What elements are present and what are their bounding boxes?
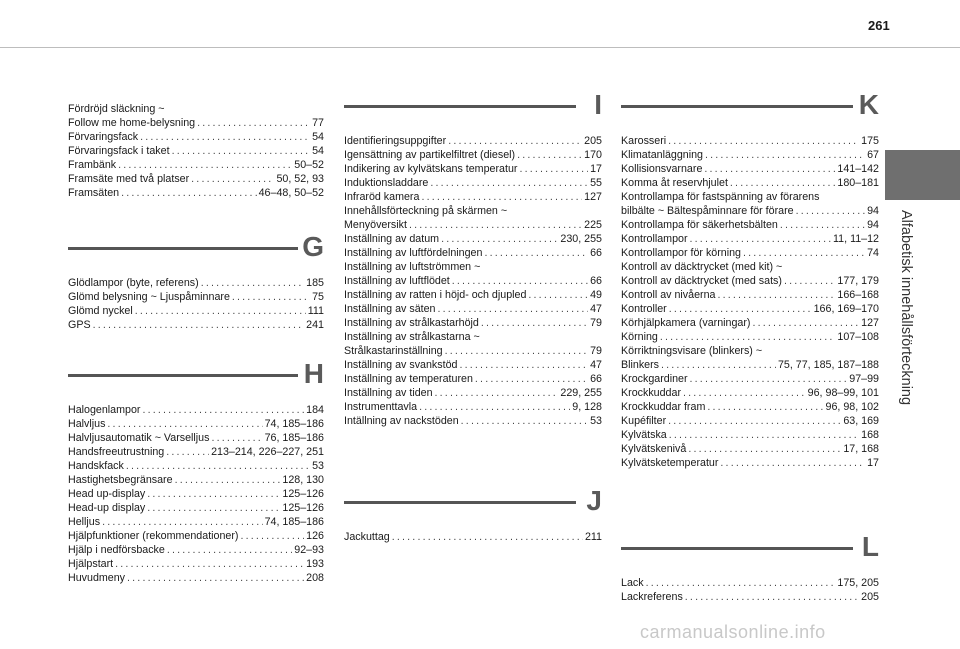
index-entry-page: 127 [861, 317, 879, 329]
dot-leader [392, 530, 583, 544]
dot-leader [668, 414, 841, 428]
index-entry-term: bilbälte ~ Bältespåminnare för förare [621, 205, 794, 217]
chapter-title: Alfabetisk innehållsförteckning [898, 210, 914, 406]
index-entry-term: Huvudmeny [68, 572, 126, 584]
index-entry [68, 318, 324, 332]
index-entry-continued: Kontroll av däcktrycket (med kit) ~ [621, 261, 783, 273]
index-entry-page: 94 [867, 205, 879, 217]
index-entry [68, 459, 324, 473]
dot-leader [438, 302, 589, 316]
index-entry [68, 543, 324, 557]
index-entry [621, 358, 879, 372]
index-entry-page: 50–52 [294, 159, 324, 171]
index-entry-continued: Kontrollampa för fastspänning av förarens [621, 191, 820, 203]
letter-heading [344, 484, 602, 522]
index-entry-term: Körning [621, 331, 658, 343]
letter-heading-rule [68, 247, 298, 250]
page-number: 261 [868, 18, 890, 33]
index-entry [621, 400, 879, 414]
index-section-h [68, 357, 324, 585]
index-entry [344, 246, 602, 260]
index-entry-term: Inställning av strålkastarhöjd [344, 317, 479, 329]
index-entry-term: Halvljus [68, 418, 106, 430]
index-entry-term: Inställning av luftflödet [344, 275, 450, 287]
dot-leader [753, 316, 860, 330]
index-entry-page: 111 [307, 305, 324, 317]
index-entry [621, 330, 879, 344]
index-entry-term: Frambänk [68, 159, 117, 171]
index-entry-page: 185 [306, 277, 324, 289]
index-entry-term: Inställning av ratten i höjd- och djupled [344, 289, 527, 301]
index-entry-page: 141–142 [837, 163, 879, 175]
index-entry-term: Helljus [68, 516, 101, 528]
index-entry-page: 125–126 [282, 502, 324, 514]
dot-leader [669, 428, 859, 442]
index-entry [68, 417, 324, 431]
index-entry [344, 358, 602, 372]
dot-leader [191, 172, 274, 186]
dot-leader [421, 190, 582, 204]
index-entry-term: Hjälp i nedförsbacke [68, 544, 165, 556]
index-entry-term: Inställning av säten [344, 303, 436, 315]
index-entry-term: Förvaringsfack [68, 131, 139, 143]
index-entry [621, 134, 879, 148]
dot-leader [690, 232, 832, 246]
index-entry [621, 218, 879, 232]
index-entry-page: 50, 52, 93 [276, 173, 324, 185]
index-entry [621, 162, 879, 176]
index-entry-page: 74 [867, 247, 879, 259]
index-entry [621, 428, 879, 442]
dot-leader [93, 318, 305, 332]
index-entry-term: Kylvätska [621, 429, 667, 441]
dot-leader [441, 232, 558, 246]
index-entry-continued: Innehållsförteckning på skärmen ~ [344, 205, 508, 217]
dot-leader [435, 386, 559, 400]
dot-leader [121, 186, 257, 200]
index-entry [621, 372, 879, 386]
index-entry-page: 75 [312, 291, 324, 303]
dot-leader [102, 515, 262, 529]
dot-leader [147, 487, 280, 501]
index-entry [344, 148, 602, 162]
index-entry-continued: Inställning av strålkastarna ~ [344, 331, 480, 343]
dot-leader [107, 417, 262, 431]
index-entry [68, 515, 324, 529]
index-entry-page: 208 [306, 572, 324, 584]
index-entry-page: 177, 179 [837, 275, 879, 287]
index-entry-page: 49 [590, 289, 602, 301]
index-entry-term: Krockkuddar fram [621, 401, 706, 413]
letter-heading-letter: I [594, 89, 602, 120]
index-section [68, 102, 324, 200]
index-entry-term: Glömd nyckel [68, 305, 133, 317]
index-entry [68, 304, 324, 318]
index-entry [68, 431, 324, 445]
index-entry-term: Head up-display [68, 488, 146, 500]
index-entry [68, 186, 324, 200]
dot-leader [484, 246, 588, 260]
index-column-1 [68, 102, 324, 200]
dot-leader [743, 246, 865, 260]
index-entry-term: Infraröd kamera [344, 191, 420, 203]
dot-leader [142, 403, 304, 417]
dot-leader [704, 162, 835, 176]
index-entry-page: 66 [590, 275, 602, 287]
dot-leader [668, 134, 859, 148]
watermark: carmanualsonline.info [640, 622, 826, 642]
index-entry [621, 232, 879, 246]
dot-leader [519, 162, 588, 176]
index-entry [68, 571, 324, 585]
index-entry [621, 442, 879, 456]
dot-leader [717, 288, 835, 302]
index-entry [68, 130, 324, 144]
index-entry [621, 302, 879, 316]
index-entry [621, 246, 879, 260]
index-entry-page: 9, 128 [572, 401, 602, 413]
index-entry-page: 75, 77, 185, 187–188 [777, 359, 879, 371]
index-entry [344, 530, 602, 544]
index-entry-page: 211 [584, 531, 602, 543]
index-entry-term: Inställning av luftfördelningen [344, 247, 483, 259]
dot-leader [707, 400, 823, 414]
dot-leader [172, 144, 311, 158]
index-entry-term: Strålkastarinställning [344, 345, 443, 357]
index-entry [344, 274, 602, 288]
index-entry-term: Hjälpstart [68, 558, 114, 570]
index-entry [68, 487, 324, 501]
index-entry-term: Glödlampor (byte, referens) [68, 277, 199, 289]
index-entry [621, 148, 879, 162]
index-entry-page: 184 [306, 404, 324, 416]
index-entry-page: 74, 185–186 [264, 516, 324, 528]
dot-leader [127, 571, 304, 585]
index-entry-term: Glömd belysning ~ Ljuspåminnare [68, 291, 230, 303]
index-entry-page: 107–108 [837, 331, 879, 343]
letter-heading-rule [621, 105, 853, 108]
dot-leader [201, 276, 304, 290]
dot-leader [780, 218, 865, 232]
dot-leader [475, 372, 588, 386]
index-entry [344, 190, 602, 204]
index-entry-term: Kontrollampa för säkerhetsbälten [621, 219, 778, 231]
index-entry [68, 557, 324, 571]
index-entry-term: Hastighetsbegränsare [68, 474, 173, 486]
dot-leader [481, 316, 588, 330]
index-entry-term: Handskfack [68, 460, 124, 472]
index-entry-term: Handsfreeutrustning [68, 446, 165, 458]
index-entry-term: Hjälpfunktioner (rekommendationer) [68, 530, 239, 542]
index-entry [621, 576, 879, 590]
index-entry-term: Igensättning av partikelfiltret (diesel) [344, 149, 516, 161]
index-entry-page: 54 [312, 145, 324, 157]
dot-leader [669, 302, 812, 316]
index-entry-page: 229, 255 [560, 387, 602, 399]
index-entry-term: Inställning av svankstöd [344, 359, 458, 371]
dot-leader [661, 358, 776, 372]
index-entry-term: Blinkers [621, 359, 660, 371]
index-entry-page: 54 [312, 131, 324, 143]
index-entry-page: 96, 98, 102 [825, 401, 879, 413]
index-entry-page: 126 [306, 530, 324, 542]
index-entry [68, 529, 324, 543]
index-entry-term: Kupéfilter [621, 415, 667, 427]
dot-leader [135, 304, 306, 318]
index-entry-page: 53 [590, 415, 602, 427]
index-entry [344, 134, 602, 148]
index-entry-page: 166, 169–170 [813, 303, 879, 315]
index-entry-page: 74, 185–186 [264, 418, 324, 430]
dot-leader [147, 501, 280, 515]
index-entry-page: 63, 169 [843, 415, 879, 427]
letter-heading [68, 230, 324, 268]
index-entry [621, 316, 879, 330]
index-entry-continued: Körriktningsvisare (blinkers) ~ [621, 345, 763, 357]
index-entry-page: 193 [306, 558, 324, 570]
index-entry [344, 316, 602, 330]
letter-heading-letter: G [302, 231, 324, 262]
index-entry-term: Framsäten [68, 187, 120, 199]
dot-leader [646, 576, 836, 590]
dot-leader [445, 344, 589, 358]
index-entry-page: 180–181 [837, 177, 879, 189]
dot-leader [461, 414, 588, 428]
chapter-tab [885, 150, 960, 200]
dot-leader [211, 431, 262, 445]
index-entry [68, 158, 324, 172]
index-entry-term: Kontroll av nivåerna [621, 289, 716, 301]
index-entry-page: 230, 255 [560, 233, 602, 245]
index-entry-page: 170 [584, 149, 602, 161]
index-entry-term: Induktionsladdare [344, 177, 429, 189]
dot-leader [730, 176, 835, 190]
index-entry-term: Lack [621, 577, 644, 589]
letter-heading-rule [621, 547, 853, 550]
dot-leader [167, 543, 292, 557]
index-entry-page: 92–93 [294, 544, 324, 556]
index-section-k [621, 88, 879, 470]
index-entry-page: 17 [867, 457, 879, 469]
index-entry-term: GPS [68, 319, 91, 331]
index-entry-page: 213–214, 226–227, 251 [211, 446, 324, 458]
index-entry-term: Halogenlampor [68, 404, 141, 416]
index-entry-page: 46–48, 50–52 [258, 187, 324, 199]
index-entry-term: Kylvätskenivå [621, 443, 687, 455]
index-entry-page: 66 [590, 247, 602, 259]
index-entry-page: 17 [590, 163, 602, 175]
letter-heading-rule [68, 374, 298, 377]
index-entry-page: 175 [861, 135, 879, 147]
index-entry [621, 176, 879, 190]
index-entry-term: Lackreferens [621, 591, 683, 603]
dot-leader [175, 473, 281, 487]
index-entry [68, 403, 324, 417]
dot-leader [705, 148, 865, 162]
index-entry-page: 67 [867, 149, 879, 161]
index-section-l [621, 530, 879, 604]
index-entry [344, 218, 602, 232]
dot-leader [660, 330, 836, 344]
index-entry-term: Kontrollampor [621, 233, 688, 245]
letter-heading-letter: K [858, 89, 879, 120]
dot-leader [430, 176, 588, 190]
index-entry-term: Kontroll av däcktrycket (med sats) [621, 275, 782, 287]
index-entry [344, 302, 602, 316]
index-entry [344, 288, 602, 302]
dot-leader [688, 442, 841, 456]
index-entry-page: 77 [312, 117, 324, 129]
dot-leader [140, 130, 310, 144]
index-entry-term: Kontroller [621, 303, 667, 315]
index-section-j [344, 484, 602, 544]
index-entry [621, 414, 879, 428]
index-entry-page: 17, 168 [843, 443, 879, 455]
dot-leader [232, 290, 310, 304]
index-entry [68, 501, 324, 515]
index-entry-page: 241 [306, 319, 324, 331]
index-entry-term: Krockgardiner [621, 373, 688, 385]
index-entry-page: 127 [584, 191, 602, 203]
index-entry-term: Indikering av kylvätskans temperatur [344, 163, 518, 175]
dot-leader [720, 456, 865, 470]
dot-leader [115, 557, 304, 571]
index-entry [621, 386, 879, 400]
letter-heading [68, 357, 324, 395]
index-entry-term: Karosseri [621, 135, 667, 147]
index-entry-term: Förvaringsfack i taket [68, 145, 170, 157]
index-entry-page: 79 [590, 317, 602, 329]
dot-leader [197, 116, 310, 130]
dot-leader [118, 158, 292, 172]
index-entry [621, 456, 879, 470]
index-entry-page: 47 [590, 359, 602, 371]
index-entry [68, 172, 324, 186]
dot-leader [419, 400, 570, 414]
index-entry-page: 205 [861, 591, 879, 603]
index-entry [68, 473, 324, 487]
index-entry-term: Inställning av tiden [344, 387, 433, 399]
dot-leader [409, 218, 582, 232]
index-entry-term: Klimatanläggning [621, 149, 703, 161]
index-entry [68, 290, 324, 304]
index-entry-page: 53 [312, 460, 324, 472]
index-entry-term: Halvljusautomatik ~ Varselljus [68, 432, 210, 444]
index-entry-page: 175, 205 [837, 577, 879, 589]
index-entry-term: Krockkuddar [621, 387, 681, 399]
dot-leader [685, 590, 859, 604]
dot-leader [448, 134, 582, 148]
dot-leader [796, 204, 866, 218]
index-entry-page: 76, 185–186 [264, 432, 324, 444]
index-entry [621, 204, 879, 218]
index-section-g [68, 230, 324, 332]
index-entry-term: Intällning av nackstöden [344, 415, 459, 427]
index-entry-term: Instrumenttavla [344, 401, 418, 413]
index-entry-page: 94 [867, 219, 879, 231]
index-entry [68, 445, 324, 459]
index-entry-term: Körhjälpkamera (varningar) [621, 317, 751, 329]
index-entry-page: 97–99 [849, 373, 879, 385]
index-entry [344, 176, 602, 190]
dot-leader [126, 459, 310, 473]
index-entry-page: 225 [584, 219, 602, 231]
index-entry-page: 205 [584, 135, 602, 147]
index-section-i [344, 88, 602, 428]
index-entry-term: Kontrollampor för körning [621, 247, 741, 259]
index-entry [621, 288, 879, 302]
letter-heading-letter: H [303, 358, 324, 389]
index-entry-term: Identifieringsuppgifter [344, 135, 447, 147]
dot-leader [459, 358, 588, 372]
index-entry [344, 372, 602, 386]
index-entry-page: 128, 130 [282, 474, 324, 486]
index-entry [68, 276, 324, 290]
index-entry-page: 11, 11–12 [833, 233, 879, 245]
dot-leader [690, 372, 848, 386]
index-entry-page: 96, 98–99, 101 [807, 387, 879, 399]
index-entry-term: Head-up display [68, 502, 146, 514]
index-entry-page: 66 [590, 373, 602, 385]
letter-heading-letter: L [861, 531, 879, 562]
dot-leader [452, 274, 588, 288]
index-entry-term: Jackuttag [344, 531, 390, 543]
index-entry-term: Komma åt reservhjulet [621, 177, 728, 189]
index-entry [621, 590, 879, 604]
index-entry [344, 414, 602, 428]
dot-leader [683, 386, 806, 400]
index-entry-page: 79 [590, 345, 602, 357]
index-entry-term: Inställning av temperaturen [344, 373, 473, 385]
index-entry-page: 55 [590, 177, 602, 189]
dot-leader [528, 288, 588, 302]
index-entry [621, 274, 879, 288]
index-entry-term: Kollisionsvarnare [621, 163, 703, 175]
index-entry [344, 344, 602, 358]
letter-heading-letter: J [586, 485, 602, 516]
header-rule [0, 47, 960, 48]
letter-heading [621, 530, 879, 568]
index-entry-term: Inställning av datum [344, 233, 440, 245]
index-entry [68, 144, 324, 158]
index-entry-page: 168 [861, 429, 879, 441]
letter-heading-rule [344, 105, 576, 108]
index-entry-continued: Fördröjd släckning ~ [68, 103, 165, 115]
dot-leader [784, 274, 835, 288]
dot-leader [240, 529, 304, 543]
letter-heading [344, 88, 602, 126]
index-entry-page: 47 [590, 303, 602, 315]
index-entry-term: Kylvätsketemperatur [621, 457, 719, 469]
dot-leader [166, 445, 209, 459]
index-entry [344, 232, 602, 246]
index-entry [344, 162, 602, 176]
index-entry-continued: Inställning av luftströmmen ~ [344, 261, 481, 273]
index-entry-page: 125–126 [282, 488, 324, 500]
letter-heading [621, 88, 879, 126]
letter-heading-rule [344, 501, 576, 504]
index-entry [344, 400, 602, 414]
index-entry-term: Framsäte med två platser [68, 173, 190, 185]
dot-leader [517, 148, 582, 162]
index-entry-term: Follow me home-belysning [68, 117, 196, 129]
index-entry-page: 166–168 [837, 289, 879, 301]
index-entry-term: Menyöversikt [344, 219, 407, 231]
index-entry [344, 386, 602, 400]
index-entry [68, 116, 324, 130]
